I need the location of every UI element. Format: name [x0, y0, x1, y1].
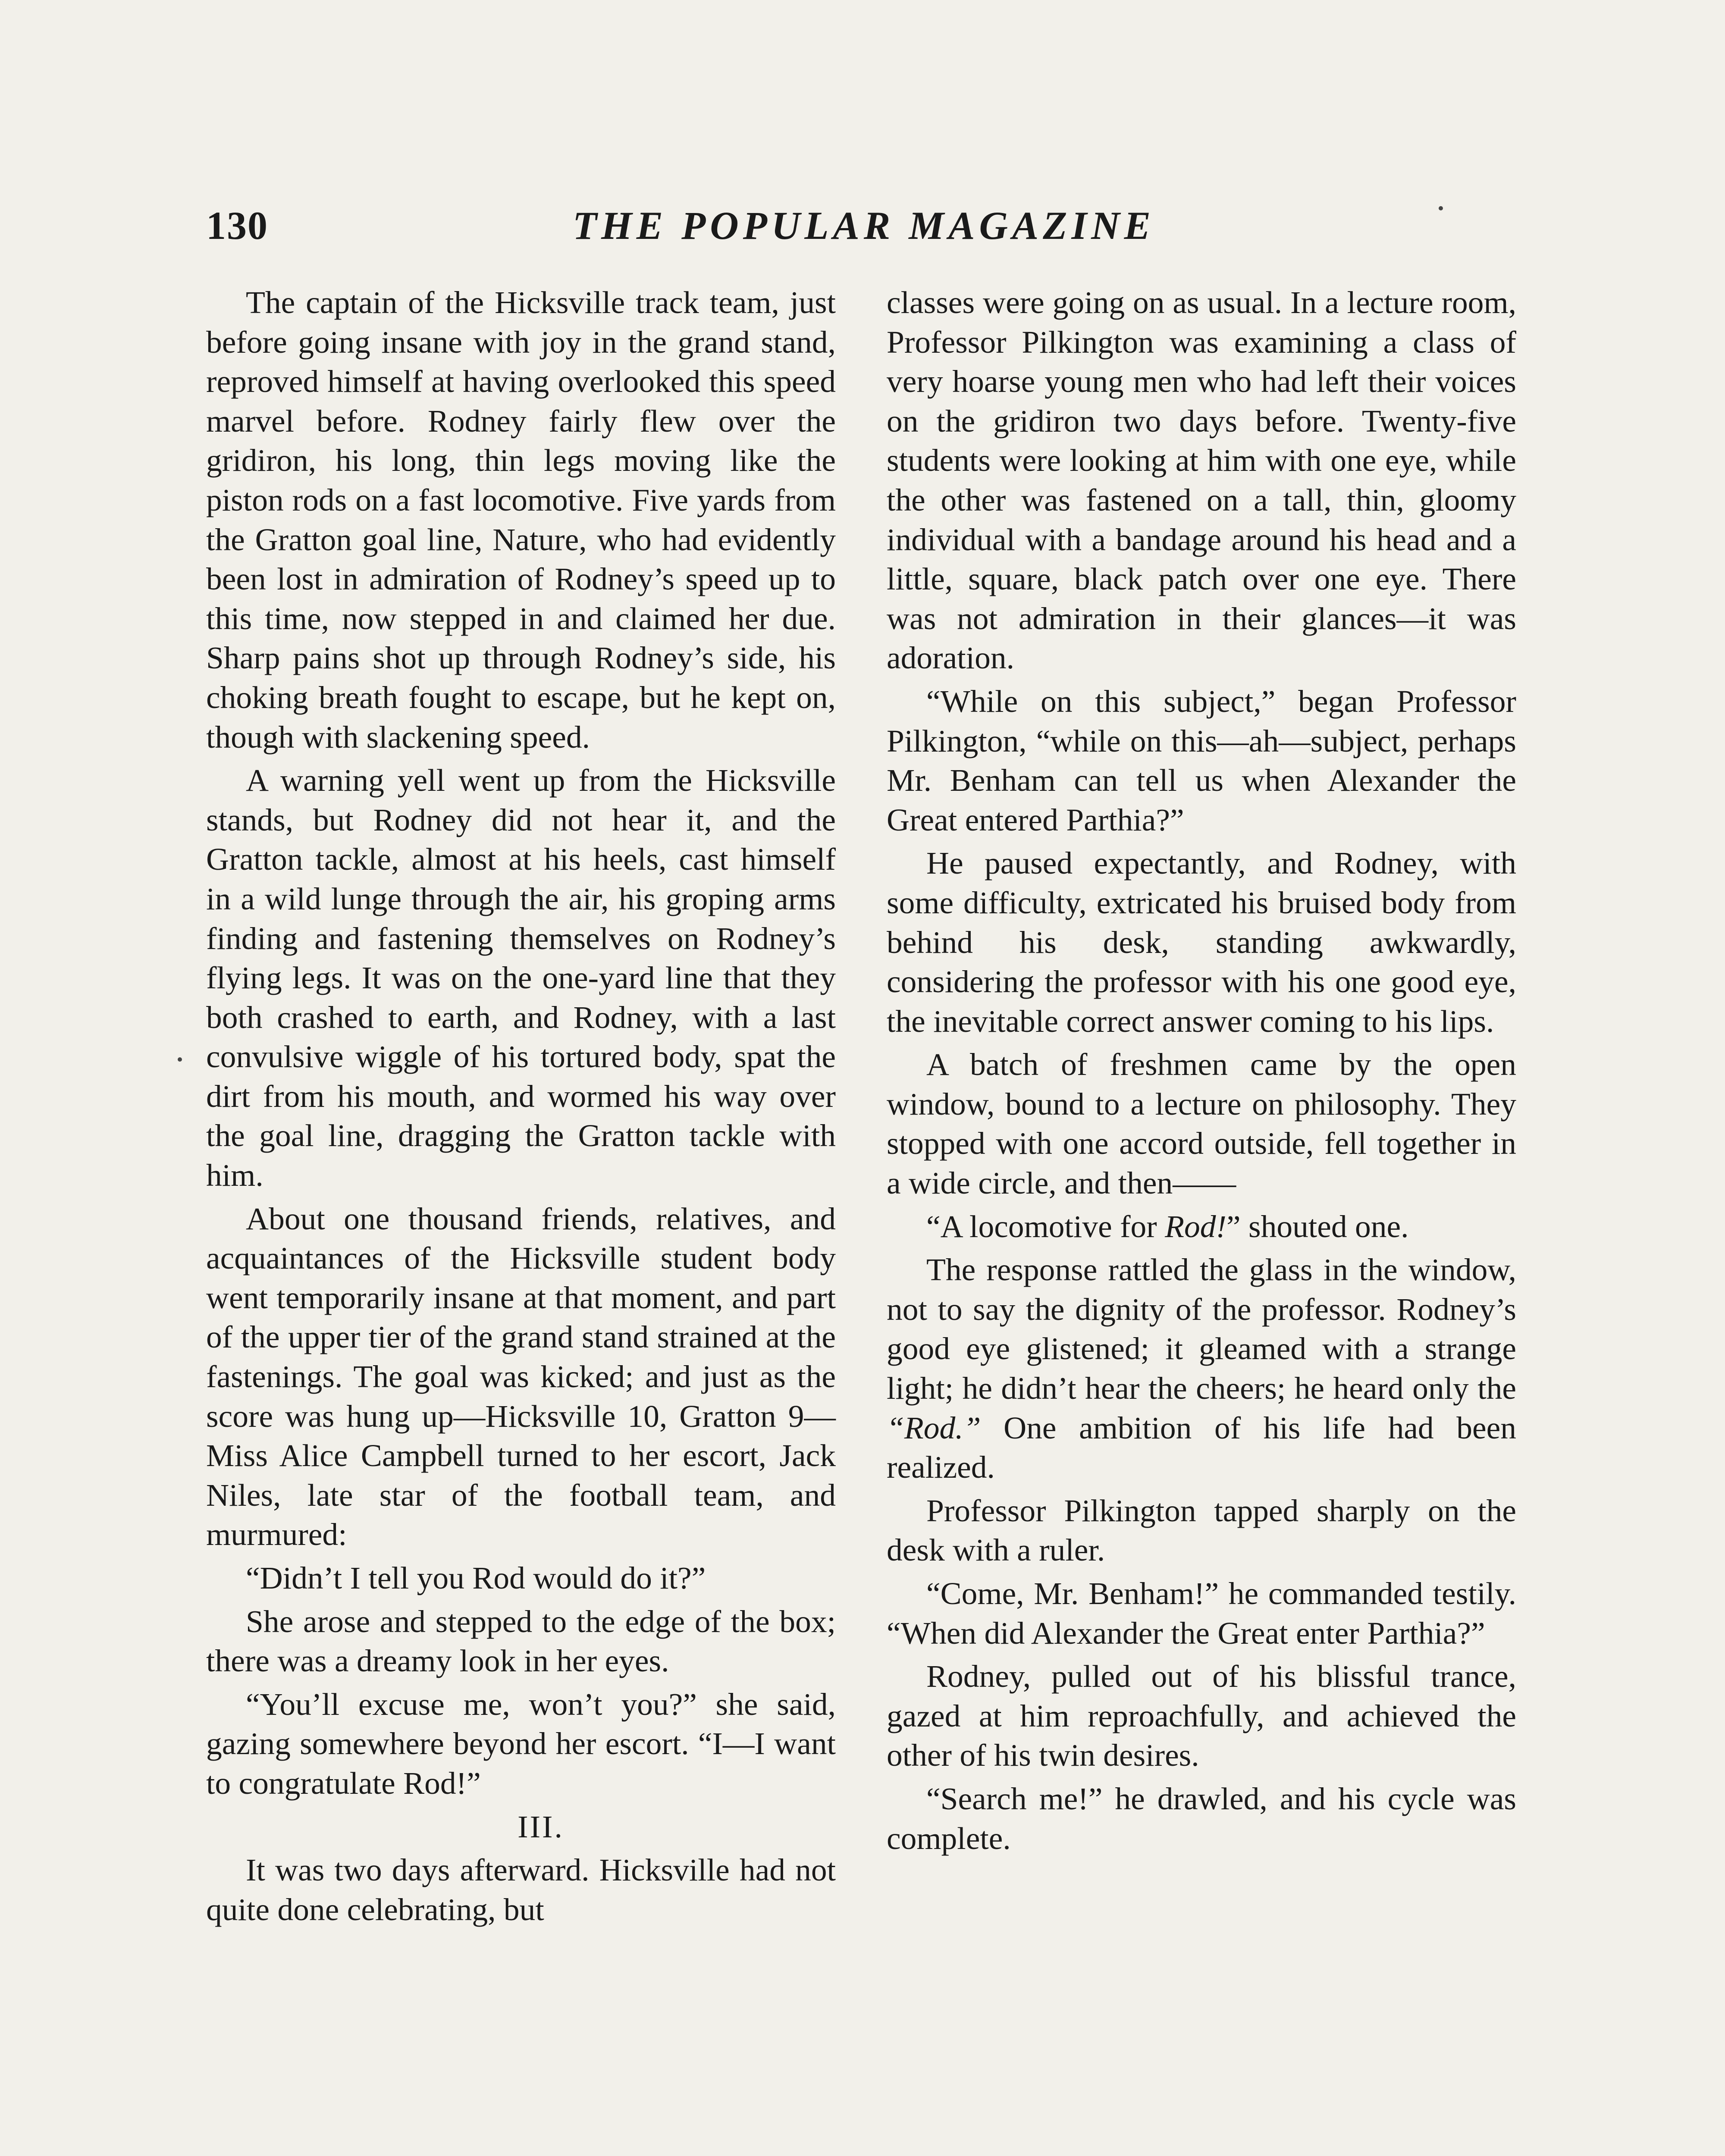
print-speck [1439, 206, 1443, 210]
paragraph: “While on this subject,” began Professor Pilkington, “while on this—ah—subject, perhaps Mr. Benham can tell us when Alexander the Great entered Parthia?” [887, 683, 1516, 837]
paragraph: A batch of freshmen came by the open window, bound to a lecture on philosophy. They stopped with one accord outside, fell together in a wide circle, and then—— [887, 1047, 1516, 1201]
paragraph: A warning yell went up from the Hicksville stands, but Rodney did not hear it, and the Gratton tackle, almost at his heels, cast himself in a wild lunge through the air, his groping arms finding and fastening themselves on Rodney’s flying legs. It was on the one-yard line that they both crashed to earth, and Rodney, with a last convulsive wiggle of his tortured body, spat the dirt from his mouth, and wormed his way over the goal line, dragging the Gratton tackle with him. [206, 763, 836, 1193]
text-run: “A locomotive for [926, 1209, 1165, 1244]
text-run: The response rattled the glass in the window, not to say the dignity of the professor. Rodney’s good eye glistened; it gleamed with a strange light; he didn’t hear the cheers; he heard only the [887, 1252, 1516, 1406]
right-column [887, 283, 1516, 1858]
text-run: ” shouted one. [1226, 1209, 1409, 1244]
magazine-title: THE POPULAR MAGAZINE [572, 204, 1155, 248]
paragraph: It was two days afterward. Hicksville had not quite done celebrating, but [206, 1852, 836, 1927]
paragraph: The captain of the Hicksville track team, just before going insane with joy in the grand stand, reproved himself at having overlooked this speed marvel before. Rodney fairly flew over the gridiron, his long, thin legs moving like the piston rods on a fast locomotive. Five yards from the Gratton goal line, Nature, who had evidently been lost in admiration of Rodney’s speed up to this time, now stepped in and claimed her due. Sharp pains shot up through Rodney’s side, his choking breath fought to escape, but he kept on, though with slackening speed. [206, 285, 836, 755]
left-column [206, 283, 836, 1929]
paragraph: Rodney, pulled out of his blissful trance, gazed at him reproachfully, and achieved the other of his twin desires. [887, 1659, 1516, 1773]
text-run: One ambition of his life had been realized. [887, 1410, 1516, 1485]
section-heading: III. [518, 1809, 564, 1844]
paragraph: “Search me!” he drawled, and his cycle was complete. [887, 1781, 1516, 1856]
page-header [206, 203, 1521, 263]
paragraph [887, 1207, 1516, 1247]
paragraph: classes were going on as usual. In a lecture room, Professor Pilkington was examining a class of very hoarse young men who had left their voices on the gridiron two days before. Twenty-five students were looking at him with one eye, while the other was fastened on a tall, thin, gloomy individual with a bandage around his head and a little, square, black patch over one eye. There was not admiration in their glances—it was adoration. [887, 285, 1516, 676]
italic-text: Rod! [1165, 1209, 1227, 1244]
paragraph: About one thousand friends, relatives, and acquaintances of the Hicksville student body went temporarily insane at that moment, and part of the upper tier of the grand stand strained at the fastenings. The goal was kicked; and just as the score was hung up—Hicksville 10, Gratton 9—Miss Alice Campbell turned to her escort, Jack Niles, late star of the football team, and murmured: [206, 1201, 836, 1552]
paragraph: Professor Pilkington tapped sharply on the desk with a ruler. [887, 1493, 1516, 1568]
print-speck [178, 1057, 182, 1062]
paragraph: “Didn’t I tell you Rod would do it?” [246, 1561, 706, 1595]
italic-text: “Rod.” [887, 1410, 981, 1445]
paragraph [887, 1250, 1516, 1487]
paragraph: She arose and stepped to the edge of the box; there was a dreamy look in her eyes. [206, 1604, 836, 1679]
paragraph: “You’ll excuse me, won’t you?” she said, gazing somewhere beyond her escort. “I—I want to congratulate Rod!” [206, 1686, 836, 1801]
page-number: 130 [206, 204, 268, 248]
paragraph: “Come, Mr. Benham!” he commanded testily. “When did Alexander the Great enter Parthia?” [887, 1576, 1516, 1651]
paragraph: He paused expectantly, and Rodney, with some difficulty, extricated his bruised body from behind his desk, standing awkwardly, considering the professor with his one good eye, the inevitable correct answer coming to his lips. [887, 846, 1516, 1039]
